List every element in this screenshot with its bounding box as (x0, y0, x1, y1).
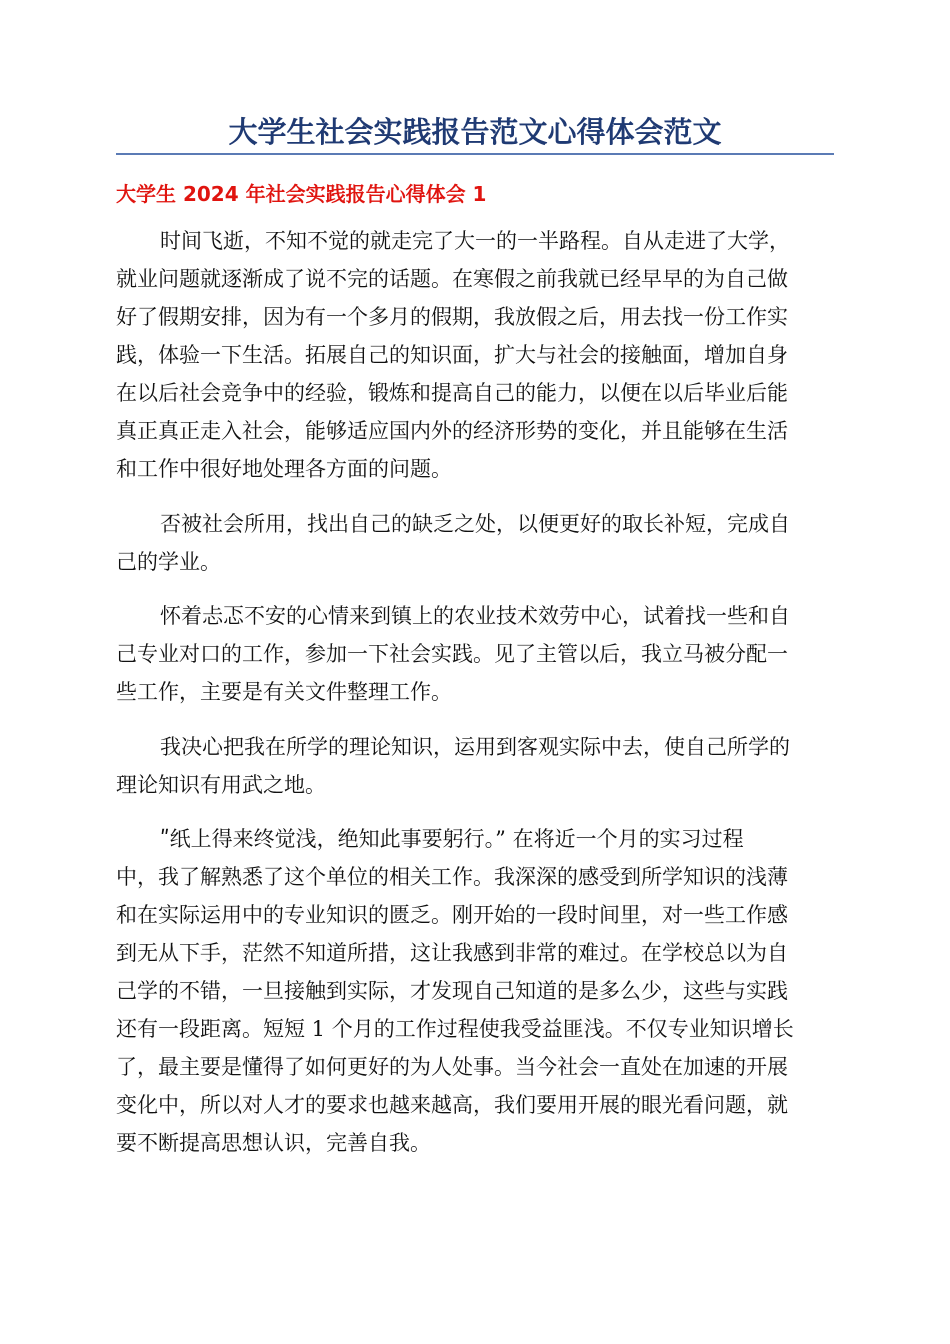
paragraph-line: ʺ纸上得来终觉浅，绝知此事要躬行。” 在将近一个月的实习过程 (160, 827, 744, 851)
paragraph-2 (116, 505, 834, 581)
paragraph-line: 时间飞逝，不知不觉的就走完了大一的一半路程。自从走进了大学， (160, 229, 790, 253)
paragraph-line: 和工作中很好地处理各方面的问题。 (116, 457, 452, 481)
paragraph-line: 好了假期安排，因为有一个多月的假期，我放假之后，用去找一份工作实 (116, 305, 788, 329)
paragraph-1 (116, 222, 834, 488)
paragraph-5 (116, 820, 834, 1162)
paragraph-line: 我决心把我在所学的理论知识，运用到客观实际中去，使自己所学的 (160, 735, 790, 759)
paragraph-line: 理论知识有用武之地。 (116, 773, 326, 797)
paragraph-line: 了，最主要是懂得了如何更好的为人处事。当今社会一直处在加速的开展 (116, 1055, 788, 1079)
paragraph-line: 己专业对口的工作，参加一下社会实践。见了主管以后，我立马被分配一 (116, 642, 788, 666)
paragraph-line: 中，我了解熟悉了这个单位的相关工作。我深深的感受到所学知识的浅薄 (116, 865, 788, 889)
section-heading: 大学生 2024 年社会实践报告心得体会 1 (116, 182, 487, 206)
paragraph-line: 己学的不错，一旦接触到实际，才发现自己知道的是多么少，这些与实践 (116, 979, 788, 1003)
paragraph-line: 到无从下手，茫然不知道所措，这让我感到非常的难过。在学校总以为自 (116, 941, 788, 965)
paragraph-line: 真正真正走入社会，能够适应国内外的经济形势的变化，并且能够在生活 (116, 419, 788, 443)
paragraph-line: 在以后社会竞争中的经验，锻炼和提高自己的能力，以便在以后毕业后能 (116, 381, 788, 405)
paragraph-line: 就业问题就逐渐成了说不完的话题。在寒假之前我就已经早早的为自己做 (116, 267, 788, 291)
title-underline (116, 153, 834, 155)
paragraph-line: 怀着忐忑不安的心情来到镇上的农业技术效劳中心，试着找一些和自 (160, 604, 790, 628)
paragraph-line: 己的学业。 (116, 550, 221, 574)
paragraph-line: 些工作，主要是有关文件整理工作。 (116, 680, 452, 704)
paragraph-line: 践，体验一下生活。拓展自己的知识面，扩大与社会的接触面，增加自身 (116, 343, 788, 367)
paragraph-line: 和在实际运用中的专业知识的匮乏。刚开始的一段时间里，对一些工作感 (116, 903, 788, 927)
paragraph-line: 要不断提高思想认识，完善自我。 (116, 1131, 431, 1155)
paragraph-3 (116, 597, 834, 711)
paragraph-line: 否被社会所用，找出自己的缺乏之处，以便更好的取长补短，完成自 (160, 512, 790, 536)
paragraph-4 (116, 728, 834, 804)
paragraph-line: 还有一段距离。短短 1 个月的工作过程使我受益匪浅。不仅专业知识增长 (116, 1017, 794, 1041)
document-title: 大学生社会实践报告范文心得体会范文 (228, 115, 722, 149)
paragraph-line: 变化中，所以对人才的要求也越来越高，我们要用开展的眼光看问题，就 (116, 1093, 788, 1117)
